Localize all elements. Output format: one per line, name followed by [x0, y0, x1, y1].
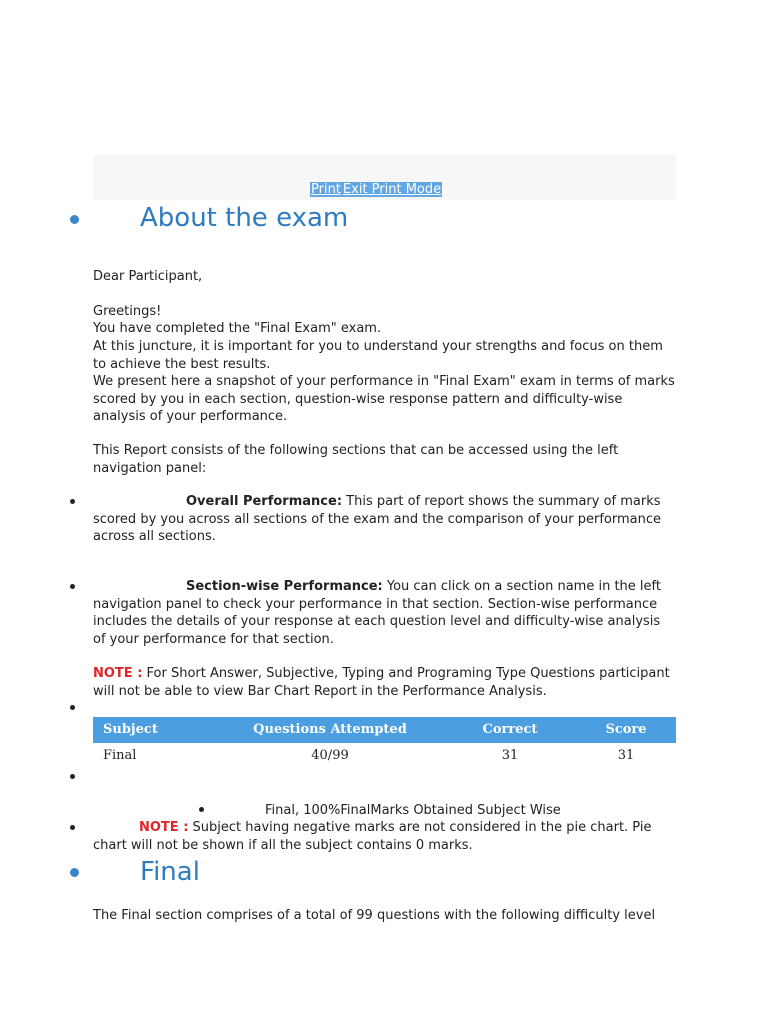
cell-correct: 31	[501, 748, 519, 764]
print-link[interactable]: Print	[311, 182, 341, 197]
subject-score-table	[93, 717, 676, 769]
overall-performance-text: This part of report shows the summary of marks scored by you across all sections of the exam and the comparison of your performance across all sections.	[93, 494, 661, 544]
section-performance-title: Section-wise Performance:	[186, 579, 383, 594]
intro-line-1: You have completed the "Final Exam" exam.	[93, 321, 382, 336]
note-label: NOTE :	[93, 666, 143, 681]
bullet-icon	[199, 807, 204, 812]
column-header-score: Score	[576, 717, 676, 743]
intro-line-3: We present here a snapshot of your performance in "Final Exam" exam in terms of marks scored by you in each section, question-wise response pattern and difficulty-wise analysis of your performance.	[93, 374, 675, 424]
bullet-icon	[70, 774, 75, 779]
column-header-subject: Subject	[93, 717, 216, 743]
section-performance-text: You can click on a section name in the left navigation panel to check your performance in that section. Section-wise performance includes the details of your response at each question level and difficulty-wise analysis of your performance for that section.	[93, 579, 661, 647]
bullet-icon	[70, 499, 75, 504]
pie-chart-note	[93, 819, 676, 854]
bullet-icon	[70, 584, 75, 589]
cell-score: 31	[617, 748, 635, 764]
print-toolbar	[93, 155, 676, 200]
bar-chart-note	[93, 665, 676, 700]
table-row	[93, 743, 676, 769]
sections-intro: This Report consists of the following sections that can be accessed using the left navigation panel:	[93, 443, 619, 476]
exit-print-mode-link[interactable]: Exit Print Mode	[342, 182, 442, 197]
final-intro: The Final section comprises of a total of 99 questions with the following difficulty level	[93, 908, 656, 923]
bullet-icon	[70, 705, 75, 710]
about-heading: About the exam	[140, 203, 349, 233]
greeting: Greetings!	[93, 304, 162, 319]
note-text: Subject having negative marks are not considered in the pie chart. Pie chart will not be shown if all the subject contains 0 marks.	[93, 820, 652, 853]
cell-questions-attempted: 40/99	[311, 748, 349, 764]
overall-performance-item	[93, 493, 676, 546]
salutation: Dear Participant,	[93, 269, 203, 284]
note-label: NOTE :	[139, 820, 189, 835]
section-performance-item	[93, 578, 676, 648]
column-header-questions-attempted: Questions Attempted	[216, 717, 444, 743]
column-header-correct: Correct	[444, 717, 576, 743]
final-heading: Final	[140, 857, 200, 887]
bullet-icon	[70, 215, 79, 224]
bullet-icon	[70, 868, 79, 877]
pie-chart-legend: Final, 100%FinalMarks Obtained Subject Wise	[265, 803, 561, 818]
bullet-icon	[70, 825, 75, 830]
intro-line-2: At this juncture, it is important for you to understand your strengths and focus on them to achieve the best results.	[93, 339, 663, 372]
note-text: For Short Answer, Subjective, Typing and Programing Type Questions participant will not be able to view Bar Chart Report in the Performance Analysis.	[93, 666, 670, 699]
table-header-row	[93, 717, 676, 743]
overall-performance-title: Overall Performance:	[186, 494, 343, 509]
toolbar-links	[310, 181, 442, 198]
cell-subject: Final	[103, 748, 137, 764]
